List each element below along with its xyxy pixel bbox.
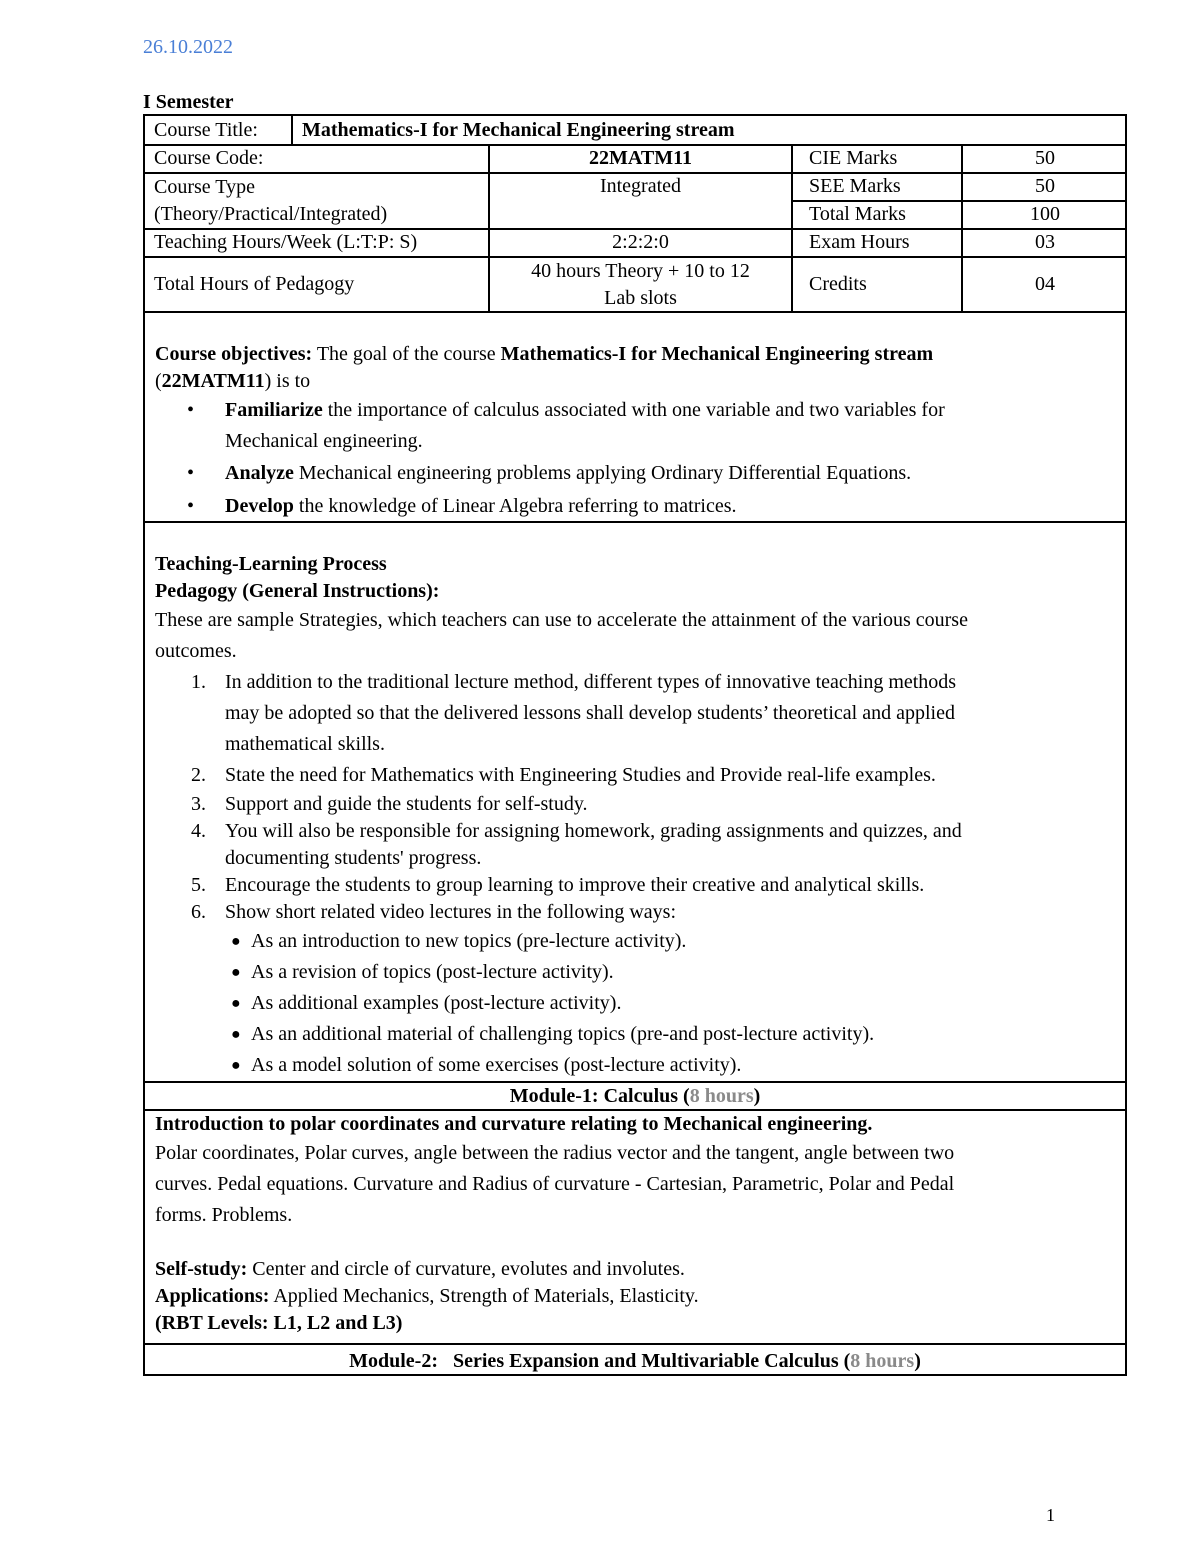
- module-1-content: [155, 1111, 1111, 1337]
- sub-list-item: [155, 1050, 1111, 1081]
- list-item: [155, 899, 1111, 926]
- objective-keyword: Familiarize: [225, 399, 323, 421]
- page-number: 1: [1046, 1505, 1055, 1525]
- list-item: [155, 872, 1111, 899]
- objectives-intro: ) is to: [264, 370, 311, 392]
- sub-list-item: [155, 926, 1111, 957]
- objective-keyword: Develop: [225, 495, 294, 517]
- module-title-text: Module-2: Series Expansion and Multivariable Calculus (: [349, 1350, 851, 1372]
- teaching-hours-label: Teaching Hours/Week (L:T:P: S): [154, 231, 418, 253]
- objective-text: Mechanical engineering.: [225, 430, 423, 452]
- applications-line: [155, 1283, 1111, 1310]
- course-type-label-sub: (Theory/Practical/Integrated): [154, 203, 388, 225]
- table-rule: [145, 1343, 1125, 1345]
- sub-list-text: As an introduction to new topics (pre-lecture activity).: [251, 930, 687, 952]
- module-hours: 8 hours: [689, 1085, 754, 1107]
- module-1-intro: Introduction to polar coordinates and curvature relating to Mechanical engineering.: [155, 1113, 873, 1135]
- module-title-text: ): [914, 1350, 921, 1372]
- table-rule: [291, 116, 293, 144]
- objective-text: Mechanical engineering problems applying Ordinary Differential Equations.: [293, 462, 912, 484]
- module-body-line: curves. Pedal equations. Curvature and Radius of curvature - Cartesian, Parametric, Polar and Pedal: [155, 1173, 955, 1195]
- teaching-hours-value: 2:2:2:0: [612, 231, 669, 253]
- list-item-text: Encourage the students to group learning to improve their creative and analytical skills.: [225, 874, 925, 896]
- self-study-line: [155, 1256, 1111, 1283]
- objective-text: the knowledge of Linear Algebra referring to matrices.: [293, 495, 737, 517]
- module-title-text: Module-1: Calculus (: [509, 1085, 690, 1107]
- pedagogy-hours-value: 40 hours Theory + 10 to 12: [531, 260, 750, 282]
- course-objectives-section: [155, 341, 1111, 523]
- pedagogy-intro-line: These are sample Strategies, which teachers can use to accelerate the attainment of the various course: [155, 609, 968, 631]
- objective-text: the importance of calculus associated with one variable and two variables for: [322, 399, 945, 421]
- list-number: 6.: [191, 901, 206, 923]
- list-number: 1.: [191, 671, 206, 693]
- module-2-title: [145, 1348, 1125, 1374]
- objective-item: [155, 457, 1111, 490]
- list-item: [155, 760, 1111, 791]
- module-1-body: [155, 1138, 1111, 1231]
- pedagogy-hours-value-line2: Lab slots: [604, 287, 677, 309]
- list-item: [155, 791, 1111, 818]
- sub-list-item: [155, 1019, 1111, 1050]
- course-type-value: Integrated: [599, 175, 682, 197]
- see-marks-label: SEE Marks: [809, 175, 901, 197]
- sub-list-text: As a model solution of some exercises (post-lecture activity).: [251, 1054, 742, 1076]
- list-number: 5.: [191, 874, 206, 896]
- course-title-label: Course Title:: [154, 119, 258, 141]
- bullet-icon: ●: [231, 933, 241, 950]
- sub-list-text: As an additional material of challenging topics (pre-and post-lecture activity).: [251, 1023, 875, 1045]
- sub-list-item: [155, 988, 1111, 1019]
- bullet-icon: ●: [231, 1026, 241, 1043]
- syllabus-table: [143, 114, 1127, 1376]
- list-item-text: In addition to the traditional lecture method, different types of innovative teaching methods: [225, 671, 957, 693]
- cie-marks-value: 50: [1035, 147, 1055, 169]
- cie-marks-label: CIE Marks: [809, 147, 898, 169]
- course-code-value: 22MATM11: [589, 147, 692, 169]
- objectives-heading: Course objectives:: [155, 343, 313, 365]
- sub-list-text: As a revision of topics (post-lecture activity).: [251, 961, 614, 983]
- pedagogy-heading: Pedagogy (General Instructions):: [155, 580, 440, 602]
- total-marks-value: 100: [1030, 203, 1060, 225]
- module-hours: 8 hours: [850, 1350, 915, 1372]
- pedagogy-intro-line: outcomes.: [155, 640, 237, 662]
- module-1-title: [145, 1083, 1125, 1109]
- objective-item: [155, 395, 1111, 457]
- sub-list-item: [155, 957, 1111, 988]
- list-item-text: You will also be responsible for assigning homework, grading assignments and quizzes, and: [225, 820, 962, 842]
- applications-text: Applied Mechanics, Strength of Materials, Elasticity.: [269, 1285, 699, 1307]
- pedagogy-section: [155, 551, 1111, 1081]
- pedagogy-hours-label: Total Hours of Pedagogy: [154, 273, 355, 295]
- list-number: 4.: [191, 820, 206, 842]
- bullet-icon: •: [187, 495, 195, 517]
- list-number: 3.: [191, 793, 206, 815]
- objectives-course-code: 22MATM11: [161, 370, 265, 392]
- total-marks-label: Total Marks: [809, 203, 906, 225]
- sub-list-text: As additional examples (post-lecture activity).: [251, 992, 622, 1014]
- module-body-line: forms. Problems.: [155, 1204, 293, 1226]
- course-code-label: Course Code:: [154, 147, 264, 169]
- objective-keyword: Analyze: [225, 462, 294, 484]
- exam-hours-value: 03: [1035, 231, 1055, 253]
- module-body-line: Polar coordinates, Polar curves, angle between the radius vector and the tangent, angle between two: [155, 1142, 955, 1164]
- bullet-icon: ●: [231, 1057, 241, 1074]
- bullet-icon: ●: [231, 964, 241, 981]
- list-item-text: Show short related video lectures in the following ways:: [225, 901, 677, 923]
- pedagogy-intro: [155, 605, 1111, 667]
- module-title-text: ): [753, 1085, 761, 1107]
- credits-value: 04: [1035, 273, 1055, 295]
- objectives-course-name: Mathematics-I for Mechanical Engineering stream: [500, 343, 934, 365]
- table-rule: [145, 311, 1125, 313]
- document-date: 26.10.2022: [143, 36, 233, 58]
- objective-item: [155, 490, 1111, 523]
- semester-heading: I Semester: [143, 91, 234, 113]
- course-type-label: Course Type: [154, 176, 255, 198]
- list-item-text: documenting students' progress.: [225, 847, 482, 869]
- bullet-icon: •: [187, 462, 195, 484]
- list-item-text: may be adopted so that the delivered lessons shall develop students’ theoretical and applied: [225, 702, 955, 724]
- list-item-text: mathematical skills.: [225, 733, 385, 755]
- self-study-text: Center and circle of curvature, evolutes and involutes.: [247, 1258, 685, 1280]
- bullet-icon: •: [187, 399, 195, 421]
- rbt-levels: (RBT Levels: L1, L2 and L3): [155, 1312, 403, 1334]
- list-item-text: State the need for Mathematics with Engineering Studies and Provide real-life examples.: [225, 764, 936, 786]
- list-item-text: Support and guide the students for self-study.: [225, 793, 588, 815]
- see-marks-value: 50: [1035, 175, 1055, 197]
- course-title-value: Mathematics-I for Mechanical Engineering stream: [302, 119, 735, 141]
- list-item: [155, 667, 1111, 760]
- list-item: [155, 818, 1111, 872]
- applications-label: Applications:: [155, 1285, 270, 1307]
- list-number: 2.: [191, 764, 206, 786]
- exam-hours-label: Exam Hours: [809, 231, 910, 253]
- objectives-intro: The goal of the course: [312, 343, 501, 365]
- bullet-icon: ●: [231, 995, 241, 1012]
- teaching-learning-heading: Teaching-Learning Process: [155, 553, 387, 575]
- objectives-intro: (: [155, 370, 162, 392]
- table-rule: [791, 144, 793, 311]
- self-study-label: Self-study:: [155, 1258, 248, 1280]
- credits-label: Credits: [809, 273, 867, 295]
